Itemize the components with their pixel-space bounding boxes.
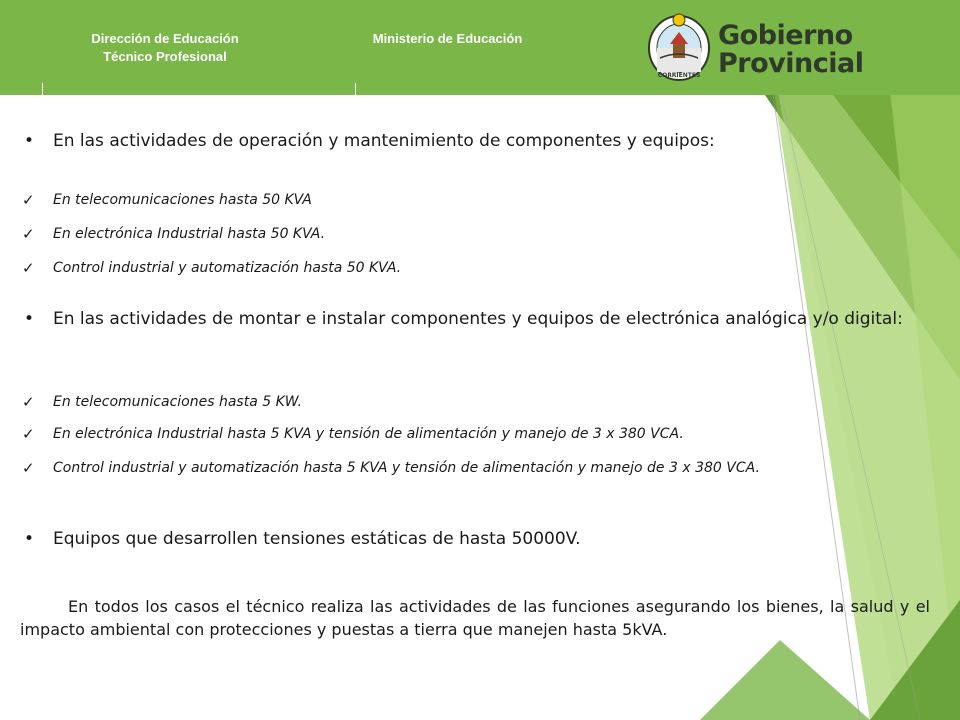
list-item-text: Control industrial y automatización hasta 50 KVA. [53,260,402,276]
directorate-line2: Técnico Profesional [103,49,227,64]
list-item-text: Control industrial y automatización hasta 5 KVA y tensión de alimentación y manejo de 3 x 380 VCA. [53,460,760,476]
directorate-label [40,30,290,66]
corrientes-seal-icon [646,10,712,82]
bullet-static-voltage [20,528,930,551]
list-item-text: En telecomunicaciones hasta 5 KW. [53,394,302,410]
header-bar [0,0,960,95]
checkmark-icon: ✓ [22,259,35,277]
checkmark-icon: ✓ [22,191,35,209]
list-item [20,424,684,444]
closing-paragraph: En todos los casos el técnico realiza las actividades de las funciones asegurando los bienes, la salud y el impacto ambiental con protecciones y puestas a tierra que manejen hasta 5kVA. [20,597,930,639]
list-item-text: En electrónica Industrial hasta 50 KVA. [53,226,326,242]
bullet-text: Equipos que desarrollen tensiones estáticas de hasta 50000V. [53,529,581,549]
list-item [20,258,401,278]
checkmark-icon: ✓ [22,425,35,443]
bullet-install-components [20,308,930,331]
bullet-dot-icon: • [24,529,35,549]
logo-word-gobierno: Gobierno [718,20,853,51]
checkmark-icon: ✓ [22,393,35,411]
bullet-text: En las actividades de operación y mantenimiento de componentes y equipos: [53,131,715,151]
list-item-text: En telecomunicaciones hasta 50 KVA [53,192,312,208]
bullet-operation-maintenance [20,130,930,153]
ministry-label: Ministerio de Educación [372,31,523,46]
list-item [20,392,302,412]
list-item [20,224,325,244]
seal-text: CORRIENTES [657,72,701,79]
gobierno-provincial-logo [646,10,876,82]
bullet-text: En las actividades de montar e instalar componentes y equipos de electrónica analógica y/o digital: [53,309,903,329]
directorate-line1: Dirección de Educación [91,31,239,46]
header-divider-left [42,83,43,95]
list-item [20,458,760,478]
list-item [20,190,312,210]
bullet-dot-icon: • [24,131,35,151]
logo-word-provincial: Provincial [718,48,864,79]
bullet-dot-icon: • [24,309,35,329]
header-divider-mid [355,83,356,95]
checkmark-icon: ✓ [22,225,35,243]
checkmark-icon: ✓ [22,459,35,477]
list-item-text: En electrónica Industrial hasta 5 KVA y tensión de alimentación y manejo de 3 x 380 VCA. [53,426,684,442]
